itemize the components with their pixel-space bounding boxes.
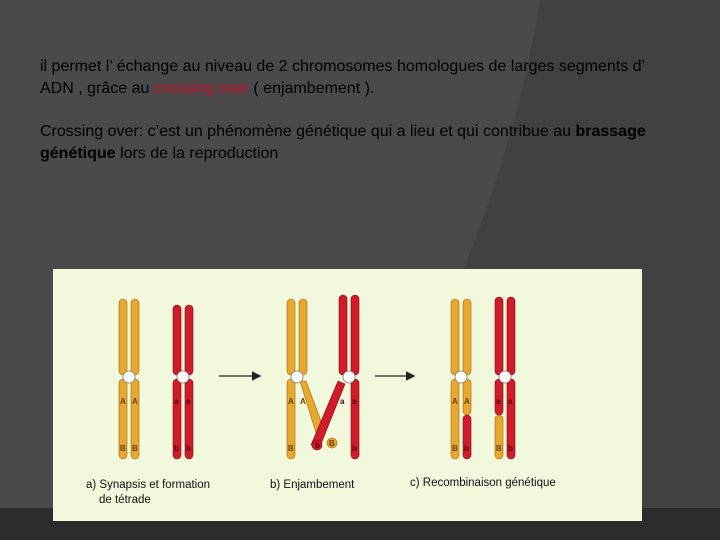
- paragraph-exchange: [40, 56, 680, 100]
- centromere: [123, 371, 135, 383]
- allele-label: b: [174, 444, 179, 453]
- allele-label: A: [452, 397, 458, 406]
- allele-label: A: [464, 397, 470, 406]
- allele-label: b: [464, 444, 469, 453]
- centromere: [343, 371, 355, 383]
- p1-text-start: il permet l’ échange au niveau de 2 chromosomes homologues de larges segments d’ ADN , grâce au: [40, 58, 645, 97]
- caption-a-line2: de tétrade: [99, 494, 151, 506]
- allele-label: A: [288, 397, 294, 406]
- allele-label: a: [340, 397, 345, 406]
- allele-label: b: [315, 441, 320, 450]
- red-chromosome-b: [311, 295, 359, 459]
- allele-label: B: [496, 444, 502, 453]
- allele-label: B: [288, 444, 294, 453]
- p2-text-end: lors de la reproduction: [115, 145, 279, 162]
- crossing-over-highlight: crossing over: [153, 80, 249, 97]
- centromere: [499, 371, 511, 383]
- panel-b-crossing-over: [287, 295, 359, 459]
- centromere: [177, 371, 189, 383]
- allele-label: B: [132, 444, 138, 453]
- centromere: [455, 371, 467, 383]
- allele-label: B: [120, 444, 126, 453]
- caption-a-line1: a) Synapsis et formation: [86, 479, 211, 491]
- allele-label: B: [452, 444, 458, 453]
- allele-label: a: [186, 397, 191, 406]
- caption-c: c) Recombinaison génétique: [410, 477, 556, 489]
- allele-label: B: [329, 439, 335, 448]
- red-chromosome-a: [173, 305, 193, 459]
- yellow-chromosome-c: [451, 299, 471, 459]
- allele-label: A: [300, 397, 306, 406]
- panel-c-recombination: [451, 297, 515, 459]
- p2-text-start: Crossing over: c’est un phénomène génétique qui a lieu et qui contribue au: [40, 123, 576, 140]
- allele-label: A: [120, 397, 126, 406]
- allele-label: a: [496, 397, 501, 406]
- allele-label: b: [352, 444, 357, 453]
- allele-label: b: [508, 444, 513, 453]
- yellow-chromosome-a: [119, 299, 139, 459]
- centromere: [291, 371, 303, 383]
- allele-label: a: [352, 397, 357, 406]
- brassage-genetique-bold: brassage génétique: [40, 123, 646, 162]
- p1-text-end: ( enjambement ).: [248, 80, 375, 97]
- chromosome-diagram: [53, 269, 642, 521]
- panel-a-synapsis: [119, 299, 193, 459]
- red-chromosome-c: [495, 297, 515, 459]
- caption-b: b) Enjambement: [270, 479, 355, 491]
- crossing-over-figure: [53, 269, 642, 521]
- allele-label: a: [508, 397, 513, 406]
- paragraph-definition: [40, 121, 680, 165]
- allele-label: a: [174, 397, 179, 406]
- allele-label: A: [132, 397, 138, 406]
- allele-label: b: [186, 444, 191, 453]
